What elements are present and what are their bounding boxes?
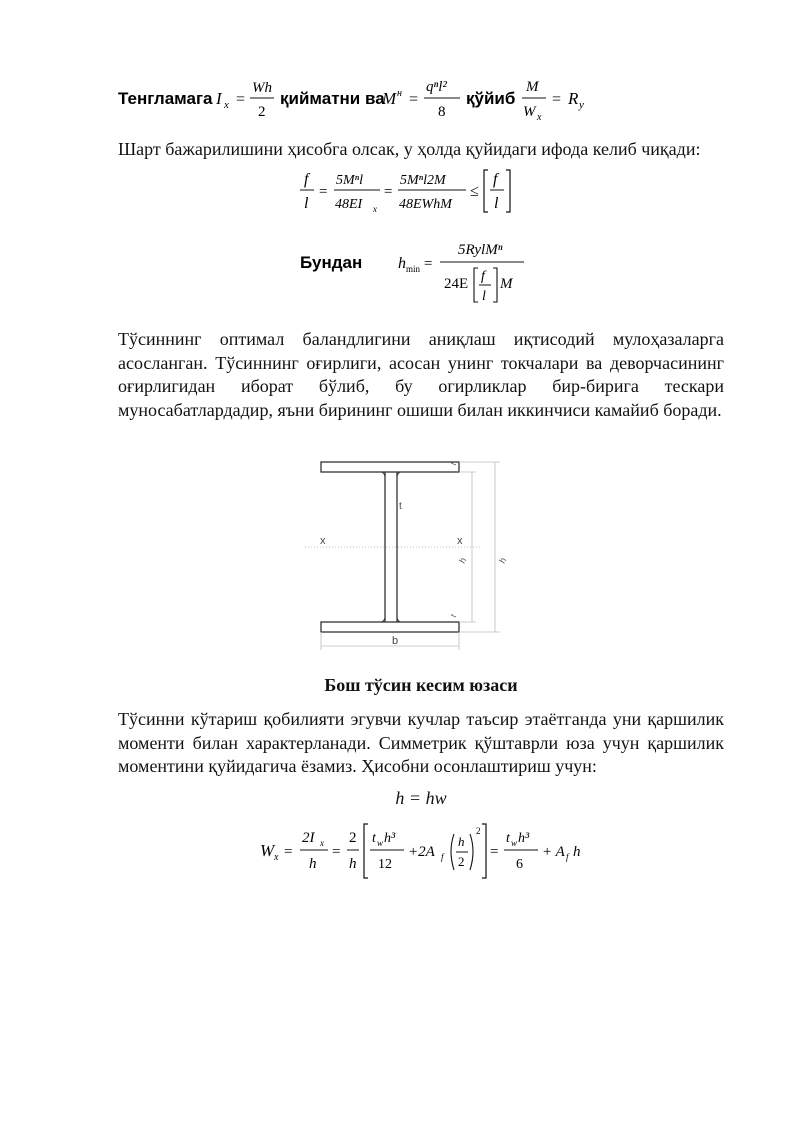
eq5-r-num-sub: w <box>511 838 518 848</box>
eq5-equals-3: = <box>490 844 499 860</box>
eq1-mn: M <box>382 89 397 108</box>
eq1-ix: I <box>216 89 222 108</box>
eq1-den1: 2 <box>258 104 266 120</box>
eq5-paren-num: h <box>458 834 465 849</box>
eq1-den3-sub: x <box>537 112 542 123</box>
eq1-ry-sub: y <box>579 99 584 111</box>
eq3-num: 5RylMⁿ <box>458 242 503 258</box>
eq1-equals-1: = <box>236 91 246 108</box>
eq1-mn-sup: н <box>397 88 402 99</box>
eq2-left-bracket <box>484 170 488 212</box>
eq5-r-tail-end: h <box>573 844 581 860</box>
eq5-equals-2: = <box>332 844 341 860</box>
eq5-r-tail: + A <box>542 844 565 860</box>
eq3-equals: = <box>424 256 433 272</box>
eq5-t1-num: 2I <box>302 830 315 846</box>
eq5-inner-num: t <box>372 831 376 846</box>
eq5-inner-num-sub: w <box>377 838 384 848</box>
eq5-right-paren <box>470 834 473 870</box>
eq5-wx-sub: x <box>274 852 279 863</box>
eq2-den-l: l <box>304 195 309 212</box>
eq3-bracket-f: f <box>481 269 485 284</box>
eq2-num-f: f <box>304 171 309 188</box>
eq2-bracket-l: l <box>494 195 499 212</box>
eq1-ix-sub: x <box>224 99 229 111</box>
eq1-equals-2: = <box>409 91 419 108</box>
eq1-ry: R <box>568 89 579 108</box>
beam-cross-section-figure <box>300 452 530 662</box>
eq5-t2-den: h <box>349 856 357 872</box>
eq1-num3: M <box>526 79 539 95</box>
eq5-r-num: t <box>506 831 510 846</box>
eq5-plus-term-sub: f <box>441 852 444 862</box>
eq2-den-a: 48EI <box>335 197 363 212</box>
eq2-right-bracket <box>506 170 510 212</box>
eq3-den-suffix: M <box>500 276 513 292</box>
eq1-equals-3: = <box>552 91 562 108</box>
label-tf-top: t <box>448 460 458 467</box>
equation-substitution <box>118 74 598 124</box>
eq5-paren-den: 2 <box>458 854 465 869</box>
eq5-t1-den: h <box>309 856 317 872</box>
eq2-bracket-f: f <box>493 171 498 188</box>
eq5-plus-term: +2A <box>408 844 435 860</box>
eq3-left-bracket <box>474 268 478 302</box>
eq1-num2: qⁿl² <box>426 79 447 95</box>
label-tf-bottom: t <box>448 612 458 619</box>
eq2-den-b: 48EWhM <box>399 197 452 212</box>
eq3-label: Бундан <box>300 253 363 272</box>
eq3-den-prefix: 24E <box>444 276 469 292</box>
eq2-den-a-sub: x <box>373 204 377 214</box>
eq3-right-bracket <box>493 268 497 302</box>
eq5-t1-num-sub: x <box>320 838 324 848</box>
label-x-left: x <box>320 535 326 547</box>
equation-2-svg <box>298 164 528 220</box>
equation-h-min <box>298 236 538 308</box>
eq1-prefix: Тенгламага <box>118 89 213 108</box>
eq3-h-sub: min <box>406 264 421 274</box>
equation-h-equals-hw: h = hw <box>395 788 447 808</box>
eq5-wx: W <box>260 841 275 860</box>
ibeam-drawing <box>300 452 530 662</box>
eq1-word-substitute: қўйиб <box>466 89 516 108</box>
eq1-den2: 8 <box>438 104 446 120</box>
eq1-num1: Wh <box>252 80 272 96</box>
paragraph-condition: Шарт бажарилишини ҳисобга олсак, у ҳолда қуйидаги ифода келиб чиқади: <box>118 139 701 159</box>
eq5-inner-num-pow: h³ <box>384 831 396 846</box>
equation-deflection <box>298 164 528 220</box>
label-b: b <box>392 635 399 647</box>
label-t: t <box>399 501 402 512</box>
top-flange <box>321 462 459 472</box>
eq5-right-bracket <box>482 824 486 878</box>
equation-1-svg <box>118 74 598 124</box>
eq2-equals-1: = <box>319 184 328 200</box>
eq5-left-bracket <box>364 824 368 878</box>
equation-section-modulus <box>260 820 590 882</box>
equation-5-svg <box>260 820 590 882</box>
eq3-bracket-l: l <box>482 289 486 304</box>
eq5-r-num-pow: h³ <box>518 831 530 846</box>
paragraph-optimal-height: Тўсиннинг оптимал баландлигини аниқлаш иқтисодий мулоҳазаларга асосланган. Тўсиннинг оғирлиги, асосан унинг токчалари ва деворчасининг оғирлигидан иборат бўлиб, бу огирликлар бир-бирига тескари муносабатлардадир, яъни бирининг ошиши билан иккинчиси камайиб боради. <box>118 329 724 420</box>
label-x-right: x <box>457 535 463 547</box>
eq5-inner-den: 12 <box>378 857 392 872</box>
equation-3-svg <box>298 236 538 308</box>
eq5-t2-num: 2 <box>349 830 357 846</box>
eq5-equals-1: = <box>284 844 293 860</box>
eq2-num-a: 5Mⁿl <box>336 173 363 188</box>
figure-caption: Бош тўсин кесим юзаси <box>324 675 518 695</box>
eq5-left-paren <box>451 834 454 870</box>
eq2-le: ≤ <box>470 183 479 200</box>
eq1-den3: W <box>523 104 536 120</box>
paragraph-section-modulus: Тўсинни кўтариш қобилияти эгувчи кучлар таъсир этаётганда уни қаршилик моменти билан характерланади. Симметрик қўштаврли юза учун қаршилик моментини қуйидагича ёзамиз. Ҳисобни осонлаштириш учун: <box>118 709 724 777</box>
label-h: h <box>497 555 509 565</box>
eq5-r-tail-sub: f <box>566 852 569 862</box>
eq2-equals-2: = <box>384 184 393 200</box>
eq3-h: h <box>398 255 406 272</box>
label-hw: h <box>457 555 469 565</box>
eq1-word-value: қийматни ва <box>280 89 385 108</box>
bottom-flange <box>321 622 459 632</box>
eq5-paren-pow: 2 <box>476 826 481 836</box>
eq5-r-den: 6 <box>516 857 523 872</box>
eq2-num-b: 5Mⁿl2M <box>400 173 446 188</box>
